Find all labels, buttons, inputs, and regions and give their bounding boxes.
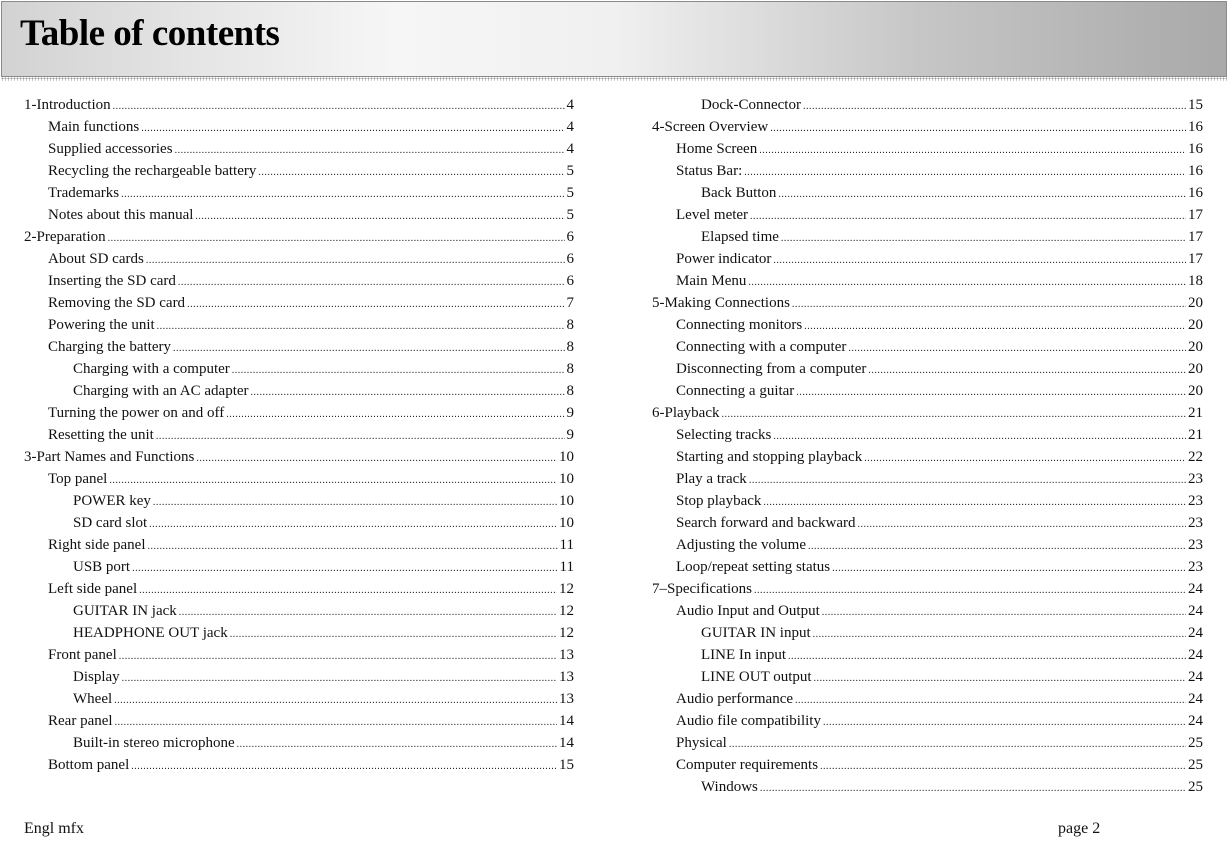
toc-entry-page-number: 24 [1188, 647, 1203, 663]
toc-entry-page-number: 9 [566, 405, 574, 421]
toc-entry[interactable] [652, 644, 1203, 666]
toc-entry-page-number: 8 [566, 361, 574, 377]
toc-entry[interactable] [24, 688, 574, 710]
toc-entry-page-number: 24 [1188, 581, 1203, 597]
toc-dot-leader [156, 426, 565, 448]
toc-entry-label: HEADPHONE OUT jack [73, 625, 228, 641]
toc-dot-leader [822, 602, 1186, 624]
toc-dot-leader [858, 514, 1187, 536]
toc-entry-page-number: 11 [559, 559, 574, 575]
toc-entry-label: 7–Specifications [652, 581, 752, 597]
toc-entry-page-number: 23 [1188, 493, 1203, 509]
toc-entry-label: Home Screen [676, 141, 758, 157]
toc-entry-page-number: 8 [566, 383, 574, 399]
toc-entry[interactable] [24, 314, 574, 336]
toc-entry-label: Connecting a guitar [676, 383, 795, 399]
toc-entry-label: Level meter [676, 207, 749, 223]
toc-entry[interactable] [24, 556, 574, 578]
toc-dot-leader [187, 294, 564, 316]
toc-entry[interactable] [652, 754, 1203, 776]
toc-entry-label: Elapsed time [701, 229, 779, 245]
toc-entry-label: 3-Part Names and Functions [24, 449, 195, 465]
toc-entry-label: Recycling the rechargeable battery [48, 163, 257, 179]
toc-dot-leader [230, 624, 557, 646]
toc-entry[interactable] [24, 248, 574, 270]
toc-dot-leader [121, 184, 564, 206]
toc-entry[interactable] [652, 732, 1203, 754]
toc-entry-page-number: 12 [559, 581, 574, 597]
toc-entry[interactable] [652, 622, 1203, 644]
toc-entry-label: Notes about this manual [48, 207, 194, 223]
toc-dot-leader [226, 404, 564, 426]
toc-dot-leader [237, 734, 557, 756]
footer-product-name: Engl mfx [24, 820, 84, 837]
toc-dot-leader [820, 756, 1186, 778]
toc-dot-leader [773, 250, 1186, 272]
toc-entry-label: Front panel [48, 647, 117, 663]
toc-entry-page-number: 8 [566, 317, 574, 333]
toc-entry[interactable] [24, 534, 574, 556]
toc-entry-label: Adjusting the volume [676, 537, 806, 553]
toc-entry-label: Charging with an AC adapter [73, 383, 249, 399]
toc-dot-leader [803, 96, 1186, 118]
toc-entry-page-number: 6 [566, 273, 574, 289]
toc-entry[interactable] [652, 182, 1203, 204]
toc-entry-label: Supplied accessories [48, 141, 173, 157]
toc-entry-page-number: 23 [1188, 537, 1203, 553]
toc-entry-label: Turning the power on and off [48, 405, 225, 421]
toc-entry-page-number: 9 [566, 427, 574, 443]
toc-dot-leader [109, 470, 557, 492]
toc-entry[interactable] [652, 380, 1203, 402]
toc-entry-page-number: 20 [1188, 361, 1203, 377]
toc-dot-leader [795, 690, 1186, 712]
toc-entry-page-number: 20 [1188, 317, 1203, 333]
toc-entry[interactable] [652, 94, 1203, 116]
toc-entry-page-number: 11 [559, 537, 574, 553]
toc-entry-page-number: 5 [566, 163, 574, 179]
toc-entry[interactable] [652, 314, 1203, 336]
toc-entry[interactable] [652, 160, 1203, 182]
toc-entry-page-number: 23 [1188, 515, 1203, 531]
toc-entry[interactable] [652, 710, 1203, 732]
toc-entry[interactable] [24, 490, 574, 512]
toc-entry[interactable] [24, 138, 574, 160]
toc-entry-page-number: 10 [559, 449, 574, 465]
toc-entry-page-number: 16 [1188, 163, 1203, 179]
toc-entry-page-number: 4 [566, 141, 574, 157]
toc-entry[interactable] [652, 556, 1203, 578]
toc-dot-leader [813, 624, 1186, 646]
toc-entry[interactable] [652, 578, 1203, 600]
toc-entry-label: Audio file compatibility [676, 713, 821, 729]
toc-dot-leader [251, 382, 565, 404]
toc-entry-page-number: 20 [1188, 339, 1203, 355]
toc-dot-leader [759, 140, 1186, 162]
toc-entry[interactable] [24, 116, 574, 138]
toc-entry-page-number: 24 [1188, 625, 1203, 641]
toc-entry-label: Disconnecting from a computer [676, 361, 867, 377]
toc-dot-leader [814, 668, 1186, 690]
toc-dot-leader [781, 228, 1186, 250]
toc-entry[interactable] [652, 204, 1203, 226]
toc-entry[interactable] [24, 666, 574, 688]
toc-dot-leader [778, 184, 1186, 206]
toc-entry-page-number: 16 [1188, 185, 1203, 201]
toc-entry-label: SD card slot [73, 515, 148, 531]
toc-entry-label: LINE In input [701, 647, 786, 663]
toc-dot-leader [744, 162, 1186, 184]
toc-entry-page-number: 14 [559, 713, 574, 729]
toc-entry-page-number: 6 [566, 251, 574, 267]
toc-entry-label: Built-in stereo microphone [73, 735, 235, 751]
toc-entry[interactable] [24, 468, 574, 490]
toc-entry-page-number: 4 [566, 97, 574, 113]
toc-dot-leader [232, 360, 565, 382]
toc-dot-leader [773, 426, 1186, 448]
toc-entry-page-number: 23 [1188, 471, 1203, 487]
toc-entry-label: POWER key [73, 493, 151, 509]
page-header [1, 1, 1227, 77]
toc-entry[interactable] [652, 336, 1203, 358]
toc-dot-leader [804, 316, 1186, 338]
page-title: Table of contents [20, 13, 280, 54]
toc-entry[interactable] [24, 578, 574, 600]
toc-entry-label: Wheel [73, 691, 113, 707]
toc-dot-leader [754, 580, 1186, 602]
toc-column-right [652, 94, 1203, 798]
toc-entry[interactable] [24, 270, 574, 292]
toc-entry[interactable] [24, 710, 574, 732]
toc-entry-page-number: 25 [1188, 779, 1203, 795]
toc-entry-page-number: 8 [566, 339, 574, 355]
toc-entry[interactable] [24, 226, 574, 248]
toc-entry-page-number: 17 [1188, 229, 1203, 245]
toc-entry-label: GUITAR IN jack [73, 603, 177, 619]
toc-entry[interactable] [652, 468, 1203, 490]
toc-entry-page-number: 24 [1188, 603, 1203, 619]
toc-entry-label: Loop/repeat setting status [676, 559, 831, 575]
toc-dot-leader [760, 778, 1186, 800]
toc-entry[interactable] [24, 446, 574, 468]
toc-entry[interactable] [24, 358, 574, 380]
toc-entry-label: Display [73, 669, 120, 685]
toc-entry[interactable] [652, 424, 1203, 446]
toc-dot-leader [748, 272, 1186, 294]
toc-entry-label: Charging the battery [48, 339, 172, 355]
toc-entry-label: LINE OUT output [701, 669, 812, 685]
toc-dot-leader [258, 162, 564, 184]
toc-entry[interactable] [652, 226, 1203, 248]
toc-entry-label: 1-Introduction [24, 97, 111, 113]
toc-entry-page-number: 20 [1188, 295, 1203, 311]
toc-dot-leader [792, 294, 1186, 316]
toc-dot-leader [808, 536, 1186, 558]
toc-dot-leader [115, 712, 557, 734]
footer-page-number: page 2 [1058, 820, 1101, 837]
toc-dot-leader [796, 382, 1186, 404]
toc-entry-page-number: 4 [566, 119, 574, 135]
toc-entry[interactable] [24, 292, 574, 314]
toc-entry-page-number: 5 [566, 207, 574, 223]
toc-entry[interactable] [652, 490, 1203, 512]
toc-dot-leader [157, 316, 565, 338]
toc-dot-leader [868, 360, 1186, 382]
toc-entry-page-number: 20 [1188, 383, 1203, 399]
toc-entry-page-number: 21 [1188, 405, 1203, 421]
toc-entry[interactable] [652, 358, 1203, 380]
toc-entry-label: 5-Making Connections [652, 295, 790, 311]
toc-dot-leader [153, 492, 557, 514]
toc-entry-page-number: 16 [1188, 141, 1203, 157]
toc-dot-leader [173, 338, 564, 360]
toc-entry[interactable] [24, 754, 574, 776]
toc-entry-label: Audio Input and Output [676, 603, 820, 619]
toc-entry-page-number: 13 [559, 669, 574, 685]
toc-entry[interactable] [652, 116, 1203, 138]
toc-entry-label: Power indicator [676, 251, 772, 267]
toc-entry-label: Search forward and backward [676, 515, 856, 531]
toc-entry-label: 4-Screen Overview [652, 119, 769, 135]
toc-entry[interactable] [24, 622, 574, 644]
toc-entry-label: Back Button [701, 185, 777, 201]
toc-entry-label: Main Menu [676, 273, 747, 289]
toc-dot-leader [178, 272, 565, 294]
toc-entry-label: Charging with a computer [73, 361, 230, 377]
toc-entry-label: Left side panel [48, 581, 138, 597]
toc-entry-page-number: 17 [1188, 251, 1203, 267]
toc-entry[interactable] [24, 204, 574, 226]
toc-dot-leader [149, 514, 557, 536]
toc-dot-leader [196, 448, 557, 470]
toc-entry-page-number: 12 [559, 603, 574, 619]
toc-entry-page-number: 24 [1188, 691, 1203, 707]
toc-dot-leader [122, 668, 557, 690]
toc-entry-label: Stop playback [676, 493, 762, 509]
toc-column-left [24, 94, 574, 776]
toc-entry-label: Powering the unit [48, 317, 155, 333]
header-divider [1, 77, 1227, 81]
toc-entry-page-number: 5 [566, 185, 574, 201]
toc-entry[interactable] [24, 600, 574, 622]
toc-entry-label: Connecting with a computer [676, 339, 847, 355]
toc-entry[interactable] [24, 402, 574, 424]
toc-entry-label: Play a track [676, 471, 747, 487]
toc-entry-page-number: 21 [1188, 427, 1203, 443]
toc-entry-label: Connecting monitors [676, 317, 803, 333]
toc-dot-leader [132, 558, 557, 580]
toc-entry-page-number: 25 [1188, 757, 1203, 773]
toc-entry-page-number: 24 [1188, 669, 1203, 685]
toc-entry-page-number: 10 [559, 493, 574, 509]
toc-dot-leader [749, 470, 1186, 492]
toc-entry[interactable] [652, 666, 1203, 688]
toc-entry-label: Bottom panel [48, 757, 130, 773]
toc-entry[interactable] [24, 160, 574, 182]
toc-entry-page-number: 16 [1188, 119, 1203, 135]
toc-entry-label: Rear panel [48, 713, 113, 729]
toc-dot-leader [823, 712, 1186, 734]
toc-dot-leader [113, 96, 565, 118]
toc-dot-leader [864, 448, 1186, 470]
toc-entry[interactable] [652, 512, 1203, 534]
toc-entry-page-number: 22 [1188, 449, 1203, 465]
toc-entry-label: Top panel [48, 471, 108, 487]
toc-entry-label: Trademarks [48, 185, 120, 201]
toc-entry[interactable] [24, 94, 574, 116]
toc-dot-leader [770, 118, 1186, 140]
toc-entry-page-number: 17 [1188, 207, 1203, 223]
toc-entry-page-number: 10 [559, 471, 574, 487]
toc-dot-leader [750, 206, 1186, 228]
toc-entry[interactable] [652, 248, 1203, 270]
toc-entry-label: Inserting the SD card [48, 273, 176, 289]
toc-entry-page-number: 23 [1188, 559, 1203, 575]
toc-entry[interactable] [652, 138, 1203, 160]
toc-entry-label: 6-Playback [652, 405, 720, 421]
toc-entry-page-number: 6 [566, 229, 574, 245]
toc-dot-leader [179, 602, 557, 624]
toc-entry-label: Removing the SD card [48, 295, 186, 311]
toc-dot-leader [146, 250, 565, 272]
toc-dot-leader [141, 118, 564, 140]
toc-dot-leader [788, 646, 1186, 668]
toc-entry[interactable] [652, 688, 1203, 710]
toc-entry-page-number: 24 [1188, 713, 1203, 729]
toc-entry-page-number: 18 [1188, 273, 1203, 289]
toc-entry-label: Dock-Connector [701, 97, 801, 113]
toc-entry-page-number: 25 [1188, 735, 1203, 751]
toc-entry[interactable] [24, 424, 574, 446]
toc-entry[interactable] [24, 512, 574, 534]
toc-entry-label: Physical [676, 735, 727, 751]
toc-entry-label: Audio performance [676, 691, 794, 707]
toc-entry-page-number: 12 [559, 625, 574, 641]
toc-entry-label: About SD cards [48, 251, 144, 267]
toc-dot-leader [175, 140, 565, 162]
toc-dot-leader [721, 404, 1186, 426]
toc-entry[interactable] [652, 402, 1203, 424]
toc-entry[interactable] [24, 336, 574, 358]
toc-entry-label: Starting and stopping playback [676, 449, 863, 465]
toc-dot-leader [848, 338, 1186, 360]
toc-dot-leader [148, 536, 558, 558]
toc-entry[interactable] [652, 446, 1203, 468]
toc-entry[interactable] [652, 776, 1203, 798]
toc-entry-page-number: 7 [566, 295, 574, 311]
toc-entry-label: Status Bar: [676, 163, 743, 179]
toc-entry-label: Windows [701, 779, 758, 795]
toc-entry-label: Resetting the unit [48, 427, 154, 443]
toc-entry-page-number: 15 [1188, 97, 1203, 113]
toc-entry-label: USB port [73, 559, 131, 575]
toc-dot-leader [195, 206, 564, 228]
toc-dot-leader [139, 580, 557, 602]
toc-entry-label: Selecting tracks [676, 427, 772, 443]
toc-dot-leader [131, 756, 557, 778]
toc-entry-label: 2-Preparation [24, 229, 106, 245]
toc-dot-leader [729, 734, 1186, 756]
toc-entry-label: Main functions [48, 119, 140, 135]
toc-entry[interactable] [24, 732, 574, 754]
toc-entry[interactable] [24, 182, 574, 204]
toc-entry[interactable] [652, 270, 1203, 292]
toc-dot-leader [114, 690, 557, 712]
toc-entry-label: GUITAR IN input [701, 625, 811, 641]
toc-entry[interactable] [652, 292, 1203, 314]
toc-entry[interactable] [24, 380, 574, 402]
toc-entry-label: Computer requirements [676, 757, 819, 773]
toc-dot-leader [832, 558, 1186, 580]
toc-entry[interactable] [652, 534, 1203, 556]
toc-dot-leader [763, 492, 1186, 514]
toc-entry-label: Right side panel [48, 537, 146, 553]
toc-entry-page-number: 10 [559, 515, 574, 531]
toc-dot-leader [108, 228, 565, 250]
toc-entry-page-number: 13 [559, 647, 574, 663]
toc-entry-page-number: 14 [559, 735, 574, 751]
toc-entry-page-number: 13 [559, 691, 574, 707]
toc-entry-page-number: 15 [559, 757, 574, 773]
toc-dot-leader [119, 646, 557, 668]
toc-entry[interactable] [24, 644, 574, 666]
toc-entry[interactable] [652, 600, 1203, 622]
